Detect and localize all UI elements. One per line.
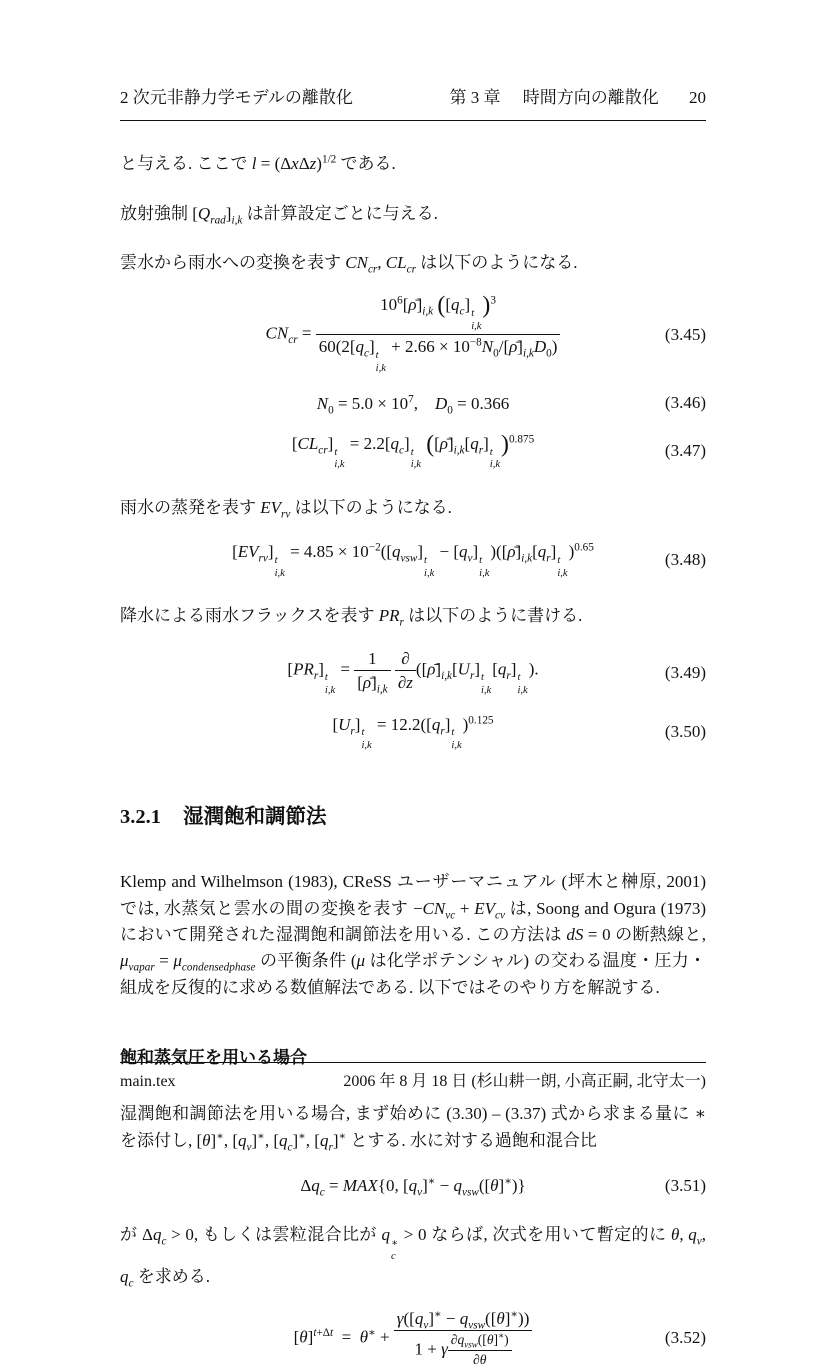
chapter-title: 時間方向の離散化 bbox=[522, 88, 659, 107]
header-right bbox=[450, 85, 707, 111]
section-number: 3.2.1 bbox=[120, 805, 161, 828]
subsection-heading: 飽和蒸気圧を用いる場合 bbox=[120, 1048, 307, 1068]
chapter-label: 第 3 章 bbox=[449, 88, 501, 107]
equation-body: $\Delta q_c = MAX\{0$, $[q_v]^∗ - q_{vsw}([\theta]^∗)$} bbox=[300, 1175, 526, 1199]
equation-3-50 bbox=[120, 712, 706, 753]
paragraph-cloud-to-rain: 雲水から雨水への変換を表す $CN_{cr}$, $CL_{cr}$ は以下のようになる. bbox=[120, 253, 578, 276]
equation-3-48 bbox=[120, 539, 706, 580]
equation-3-51 bbox=[120, 1172, 706, 1199]
equation-body: $[U_r]$ t i,k = $12.2([q_r]$ t i,k )$^{0.125}$ bbox=[332, 713, 494, 751]
equation-3-47 bbox=[120, 431, 706, 472]
page-body bbox=[120, 151, 706, 1369]
equation-3-52 bbox=[120, 1308, 706, 1369]
equation-number: (3.48) bbox=[664, 549, 706, 569]
equation-body: $N_0 = 5.0 \times 10^7$, $D_0 = 0.366$ bbox=[316, 392, 510, 416]
equation-body: $[EV_{rv}]$ t i,k = $4.85 \times 10^{-2}([q_{vsw}]$ t i,k − $[q_v]$ t i,k )($[\rhō]_{i,k}[q_r]$ t i,k )$^{0.65}$ bbox=[232, 541, 594, 579]
equation-number: (3.46) bbox=[664, 393, 706, 413]
section-title: 湿潤飽和調節法 bbox=[183, 804, 327, 828]
equation-number: (3.50) bbox=[664, 721, 706, 741]
paragraph-saturation-adjustment: 湿潤飽和調節法を用いる場合, まず始めに (3.30) – (3.37) 式から求まる量に ∗ を添付し, [θ]∗, $[q_v]^∗$, $[q_c]^∗$, $[q_r]^∗$ とする. 水に対する過飽和混合比 bbox=[120, 1104, 706, 1154]
paragraph-radiative-forcing: 放射強制 $[Q_{rad}]_{i,k}$ は計算設定ごとに与える. bbox=[120, 203, 438, 227]
equation-body: $CN_{cr}$ = $10^6[\rhō]_{i,k}$ ($[q_c]$ t i,k )$^3$ $60(2[q_c]$ t i,k + $2.66 \times 10^{-8}N_0/[\rhō]_{i,k}D_0$) bbox=[266, 294, 561, 375]
paragraph-given: と与える. ここで $l = (\Delta x\Delta z)^{1/2}$ である. bbox=[120, 153, 396, 174]
page-header bbox=[120, 85, 706, 121]
section-heading bbox=[120, 801, 706, 834]
equation-body: $[PR_r]$ t i,k = $\frac{1}{[\rhō]_{i,k}}$ ∂ ∂z ($[\rhō]_{i,k}[U_r]$ t i,k $[q_r]$ t i,k ). bbox=[287, 648, 539, 696]
footer-date-authors: 2006 年 8 月 18 日 (杉山耕一朗, 小高正嗣, 北守太一) bbox=[343, 1073, 706, 1091]
paragraph-rain-flux: 降水による雨水フラックスを表す $PR_r$ は以下のように書ける. bbox=[120, 606, 583, 629]
paragraph-rain-evaporation: 雨水の蒸発を表す $EV_{rv}$ は以下のようになる. bbox=[120, 497, 452, 521]
equation-body: $[\theta]^{t+\Delta t} = \theta^∗$ + $\gamma([q_v]^∗ - q_{vsw}([\theta]^∗))$ 1 + γ $\partial q_{vsw}([\theta]^∗)$ ∂θ bbox=[294, 1308, 533, 1369]
equation-3-45 bbox=[120, 294, 706, 375]
equation-number: (3.52) bbox=[664, 1328, 706, 1348]
page-footer bbox=[120, 1062, 706, 1095]
page-number: 20 bbox=[689, 88, 706, 107]
equation-number: (3.49) bbox=[664, 662, 706, 682]
equation-3-46 bbox=[120, 390, 706, 417]
footer-filename: main.tex bbox=[120, 1073, 176, 1091]
running-title: 2 次元非静力学モデルの離散化 bbox=[120, 88, 353, 107]
equation-number: (3.47) bbox=[664, 441, 706, 461]
equation-number: (3.51) bbox=[664, 1175, 706, 1195]
equation-3-49 bbox=[120, 648, 706, 698]
paragraph-delta-qc-condition: が $\Delta q_c > 0$, もしくは雲粒混合比が q ∗ c > 0 ならば, 次式を用いて暫定的に θ, $q_v$, $q_c$ を求める. bbox=[120, 1225, 707, 1289]
equation-number: (3.45) bbox=[664, 324, 706, 344]
paragraph-klemp: Klemp and Wilhelmson (1983), CReSS ユーザーマニュアル (坪木と榊原, 2001) では, 水蒸気と雲水の間の変換を表す $-CN_{vc} + EV_{cv}$ は, Soong and Ogura (1973) において開発された湿潤飽和調節法を用いる. この方法は dS = 0 の断熱線と, $\mu_{vapar} = \mu_{condensedphase}$ の平衡条件 (μ は化学ポテンシャル) の交わる温度・圧力・組成を反復的に求める数値解法である. 以下ではそのやり方を解説する. bbox=[120, 872, 707, 997]
equation-body: $[CL_{cr}]$ t i,k = $2.2[q_c]$ t i,k ($[\rhō]_{i,k}[q_r]$ t i,k )$^{0.875}$ bbox=[291, 431, 535, 471]
